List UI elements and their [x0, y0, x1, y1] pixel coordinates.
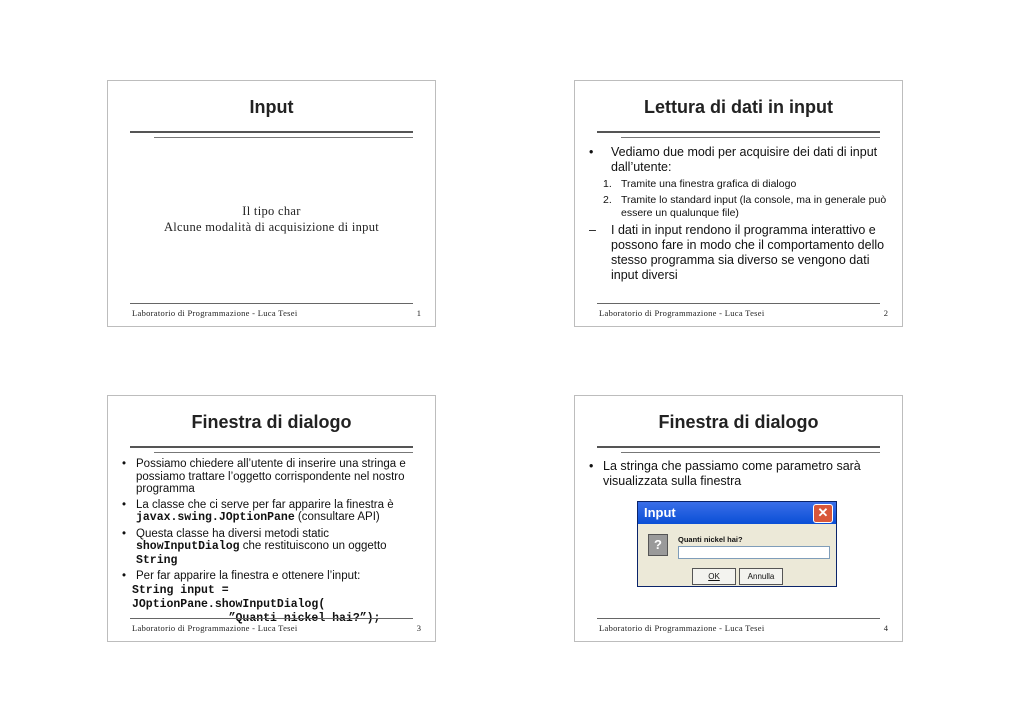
code-inline: javax.swing.JOptionPane [136, 511, 295, 524]
bullet-text: Possiamo chiedere all’utente di inserire una stringa e possiamo trattare l’oggetto corrispondente nel nostro programma [136, 458, 406, 495]
bullet-item [589, 145, 888, 175]
footer-text: Laboratorio di Programmazione - Luca Tesei [599, 623, 765, 633]
bullet-text: Per far apparire la finestra e ottenere l’input: [136, 570, 361, 582]
footer-rule [597, 303, 880, 304]
page-number: 3 [416, 623, 421, 633]
input-dialog-screenshot [637, 501, 837, 587]
page-number: 1 [416, 308, 421, 318]
title-rule [130, 446, 413, 448]
title-rule [130, 131, 413, 133]
footer-text: Laboratorio di Programmazione - Luca Tesei [599, 308, 765, 318]
item-text: Tramite lo standard input (la console, ma in generale può essere un qualunque file) [621, 194, 887, 219]
footer-rule [130, 618, 413, 619]
question-icon: ? [648, 534, 668, 556]
slide-title: Input [249, 97, 294, 117]
slide-title: Lettura di dati in input [644, 97, 833, 117]
bullet-text: Questa classe ha diversi metodi static [136, 527, 330, 540]
bullet-mark: • [122, 527, 127, 540]
slide-2 [574, 80, 903, 327]
item-text: Tramite una finestra grafica di dialogo [621, 178, 797, 190]
close-icon: ✕ [813, 504, 833, 523]
bullet-item [122, 528, 421, 568]
bullet-text: (consultare API) [294, 511, 380, 523]
page-number: 2 [883, 308, 888, 318]
numbered-item [589, 178, 888, 191]
title-rule-thin [621, 452, 880, 453]
slide-3 [107, 395, 436, 642]
bullet-mark: • [122, 570, 127, 582]
title-rule-thin [621, 137, 880, 138]
bullet-text: La stringa che passiamo come parametro sarà visualizzata sulla finestra [603, 459, 861, 488]
slide-title: Finestra di dialogo [191, 412, 352, 432]
bullet-mark: • [122, 498, 127, 511]
dialog-text-field [678, 546, 830, 559]
dialog-prompt: Quanti nickel hai? [678, 535, 743, 544]
bullet-list [589, 459, 888, 492]
dash-mark: – [589, 223, 596, 237]
bullet-text: La classe che ci serve per far apparire la finestra è [136, 498, 394, 511]
title-rule-thin [154, 452, 413, 453]
ok-button: OK [692, 568, 736, 585]
bullet-item [122, 499, 421, 525]
title-rule-thin [154, 137, 413, 138]
footer-text: Laboratorio di Programmazione - Luca Tesei [132, 623, 298, 633]
item-number: 1. [603, 178, 612, 190]
bullet-text: che restituiscono un oggetto [239, 540, 387, 552]
subtitle-line: Alcune modalità di acquisizione di input [163, 220, 380, 234]
bullet-mark: • [589, 459, 594, 473]
numbered-item [589, 194, 888, 220]
slide-title: Finestra di dialogo [658, 412, 819, 432]
bullet-list [122, 458, 421, 626]
code-inline: showInputDialog [136, 540, 240, 553]
bullet-item [589, 459, 888, 489]
slide-4 [574, 395, 903, 642]
code-inline: String [136, 553, 178, 567]
bullet-text: Vediamo due modi per acquisire dei dati di input dall’utente: [611, 145, 878, 174]
title-rule [597, 446, 880, 448]
dash-item [589, 223, 888, 283]
footer-rule [597, 618, 880, 619]
bullet-mark: • [122, 458, 127, 470]
slide-1 [107, 80, 436, 327]
bullet-item [122, 570, 421, 583]
bullet-mark: • [589, 145, 594, 159]
dialog-title: Input [644, 505, 676, 520]
subtitle-line: Il tipo char [242, 204, 301, 218]
page-number: 4 [883, 623, 888, 633]
cancel-button: Annulla [739, 568, 783, 585]
dialog-title-bar [638, 502, 836, 524]
footer-text: Laboratorio di Programmazione - Luca Tesei [132, 308, 298, 318]
bullet-list [589, 145, 888, 286]
item-number: 2. [603, 194, 612, 206]
bullet-item [122, 458, 421, 496]
title-rule [597, 131, 880, 133]
dash-text: I dati in input rendono il programma interattivo e possono fare in modo che il comportamento dello stesso programma sia diverso se vengono dati input diversi [611, 223, 885, 282]
code-block: String input = JOptionPane.showInputDialog( ”Quanti nickel hai?”); [132, 583, 381, 625]
footer-rule [130, 303, 413, 304]
subtitle [108, 203, 435, 235]
